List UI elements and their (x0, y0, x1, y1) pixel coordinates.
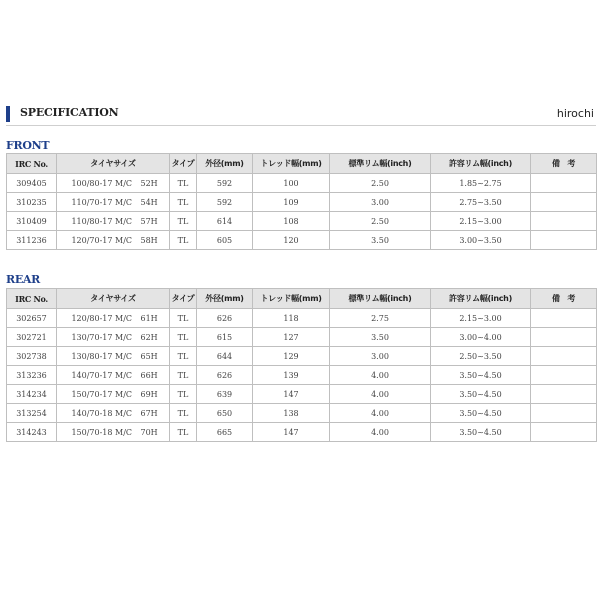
irc-cell: 302721 (7, 328, 57, 347)
irc-cell: 302738 (7, 347, 57, 366)
header-remarks: 備 考 (531, 154, 597, 174)
remarks-cell (531, 309, 597, 328)
irc-cell: 302657 (7, 309, 57, 328)
header-tread-width: トレッド幅(mm) (253, 154, 330, 174)
diameter-cell: 592 (197, 174, 253, 193)
watermark: hirochi (556, 107, 594, 120)
remarks-cell (531, 231, 597, 250)
tire-size-cell: 120/70-17 M/C (57, 231, 141, 250)
type-cell: TL (170, 328, 197, 347)
tread-width-cell: 138 (253, 404, 330, 423)
type-cell: TL (170, 404, 197, 423)
load-index-cell: 57H (141, 212, 170, 231)
standard-rim-cell: 2.50 (330, 212, 431, 231)
header-tire-size: タイヤサイズ (57, 154, 170, 174)
load-index-cell: 70H (141, 423, 170, 442)
diameter-cell: 665 (197, 423, 253, 442)
allowed-rim-cell: 3.50~4.50 (431, 366, 531, 385)
table-row (7, 385, 597, 404)
rear-spec-table (6, 288, 597, 442)
remarks-cell (531, 423, 597, 442)
standard-rim-cell: 2.75 (330, 309, 431, 328)
diameter-cell: 644 (197, 347, 253, 366)
irc-cell: 313236 (7, 366, 57, 385)
allowed-rim-cell: 3.50~4.50 (431, 404, 531, 423)
allowed-rim-cell: 3.00~4.00 (431, 328, 531, 347)
irc-cell: 314234 (7, 385, 57, 404)
tire-size-cell: 140/70-18 M/C (57, 404, 141, 423)
standard-rim-cell: 3.50 (330, 231, 431, 250)
header-type: タイプ (170, 154, 197, 174)
remarks-cell (531, 193, 597, 212)
header-type: タイプ (170, 289, 197, 309)
tread-width-cell: 108 (253, 212, 330, 231)
load-index-cell: 58H (141, 231, 170, 250)
tread-width-cell: 147 (253, 423, 330, 442)
load-index-cell: 52H (141, 174, 170, 193)
remarks-cell (531, 174, 597, 193)
irc-cell: 309405 (7, 174, 57, 193)
standard-rim-cell: 3.00 (330, 193, 431, 212)
tire-size-cell: 110/70-17 M/C (57, 193, 141, 212)
section-header (6, 103, 596, 125)
tire-size-cell: 130/80-17 M/C (57, 347, 141, 366)
tire-size-cell: 130/70-17 M/C (57, 328, 141, 347)
table-row (7, 193, 597, 212)
tire-size-cell: 140/70-17 M/C (57, 366, 141, 385)
table-row (7, 347, 597, 366)
remarks-cell (531, 385, 597, 404)
standard-rim-cell: 4.00 (330, 385, 431, 404)
remarks-cell (531, 404, 597, 423)
section-title: SPECIFICATION (20, 106, 119, 119)
table-row (7, 423, 597, 442)
load-index-cell: 69H (141, 385, 170, 404)
type-cell: TL (170, 212, 197, 231)
standard-rim-cell: 4.00 (330, 366, 431, 385)
load-index-cell: 62H (141, 328, 170, 347)
table-row (7, 366, 597, 385)
type-cell: TL (170, 231, 197, 250)
load-index-cell: 61H (141, 309, 170, 328)
table-row (7, 328, 597, 347)
load-index-cell: 65H (141, 347, 170, 366)
section-accent-bar (6, 106, 10, 122)
irc-cell: 310409 (7, 212, 57, 231)
remarks-cell (531, 328, 597, 347)
irc-cell: 310235 (7, 193, 57, 212)
remarks-cell (531, 212, 597, 231)
section-divider (6, 125, 596, 126)
type-cell: TL (170, 385, 197, 404)
rear-label: REAR (6, 273, 41, 286)
header-allowed-rim: 許容リム幅(inch) (431, 154, 531, 174)
irc-cell: 311236 (7, 231, 57, 250)
table-row (7, 212, 597, 231)
type-cell: TL (170, 423, 197, 442)
diameter-cell: 639 (197, 385, 253, 404)
allowed-rim-cell: 2.50~3.50 (431, 347, 531, 366)
tread-width-cell: 127 (253, 328, 330, 347)
remarks-cell (531, 366, 597, 385)
tire-size-cell: 110/80-17 M/C (57, 212, 141, 231)
header-diameter: 外径(mm) (197, 154, 253, 174)
tire-size-cell: 100/80-17 M/C (57, 174, 141, 193)
diameter-cell: 592 (197, 193, 253, 212)
header-irc-no: IRC No. (7, 154, 57, 174)
table-row (7, 404, 597, 423)
standard-rim-cell: 4.00 (330, 404, 431, 423)
tread-width-cell: 147 (253, 385, 330, 404)
irc-cell: 313254 (7, 404, 57, 423)
type-cell: TL (170, 366, 197, 385)
header-diameter: 外径(mm) (197, 289, 253, 309)
allowed-rim-cell: 2.15~3.00 (431, 212, 531, 231)
header-allowed-rim: 許容リム幅(inch) (431, 289, 531, 309)
front-label: FRONT (6, 139, 50, 152)
table-row (7, 309, 597, 328)
irc-cell: 314243 (7, 423, 57, 442)
type-cell: TL (170, 309, 197, 328)
diameter-cell: 614 (197, 212, 253, 231)
load-index-cell: 54H (141, 193, 170, 212)
standard-rim-cell: 3.50 (330, 328, 431, 347)
load-index-cell: 67H (141, 404, 170, 423)
tire-size-cell: 150/70-18 M/C (57, 423, 141, 442)
allowed-rim-cell: 3.50~4.50 (431, 385, 531, 404)
allowed-rim-cell: 2.75~3.50 (431, 193, 531, 212)
table-row (7, 231, 597, 250)
diameter-cell: 626 (197, 366, 253, 385)
remarks-cell (531, 347, 597, 366)
tread-width-cell: 109 (253, 193, 330, 212)
front-spec-table (6, 153, 597, 250)
type-cell: TL (170, 347, 197, 366)
tire-size-cell: 120/80-17 M/C (57, 309, 141, 328)
diameter-cell: 615 (197, 328, 253, 347)
standard-rim-cell: 4.00 (330, 423, 431, 442)
header-irc-no: IRC No. (7, 289, 57, 309)
header-standard-rim: 標準リム幅(inch) (330, 154, 431, 174)
load-index-cell: 66H (141, 366, 170, 385)
standard-rim-cell: 3.00 (330, 347, 431, 366)
front-header-row (7, 154, 597, 174)
header-tread-width: トレッド幅(mm) (253, 289, 330, 309)
allowed-rim-cell: 3.00~3.50 (431, 231, 531, 250)
standard-rim-cell: 2.50 (330, 174, 431, 193)
tread-width-cell: 129 (253, 347, 330, 366)
allowed-rim-cell: 1.85~2.75 (431, 174, 531, 193)
header-tire-size: タイヤサイズ (57, 289, 170, 309)
diameter-cell: 626 (197, 309, 253, 328)
allowed-rim-cell: 2.15~3.00 (431, 309, 531, 328)
tire-size-cell: 150/70-17 M/C (57, 385, 141, 404)
allowed-rim-cell: 3.50~4.50 (431, 423, 531, 442)
tread-width-cell: 120 (253, 231, 330, 250)
header-standard-rim: 標準リム幅(inch) (330, 289, 431, 309)
rear-header-row (7, 289, 597, 309)
diameter-cell: 605 (197, 231, 253, 250)
diameter-cell: 650 (197, 404, 253, 423)
tread-width-cell: 100 (253, 174, 330, 193)
table-row (7, 174, 597, 193)
type-cell: TL (170, 193, 197, 212)
header-remarks: 備 考 (531, 289, 597, 309)
tread-width-cell: 118 (253, 309, 330, 328)
type-cell: TL (170, 174, 197, 193)
tread-width-cell: 139 (253, 366, 330, 385)
